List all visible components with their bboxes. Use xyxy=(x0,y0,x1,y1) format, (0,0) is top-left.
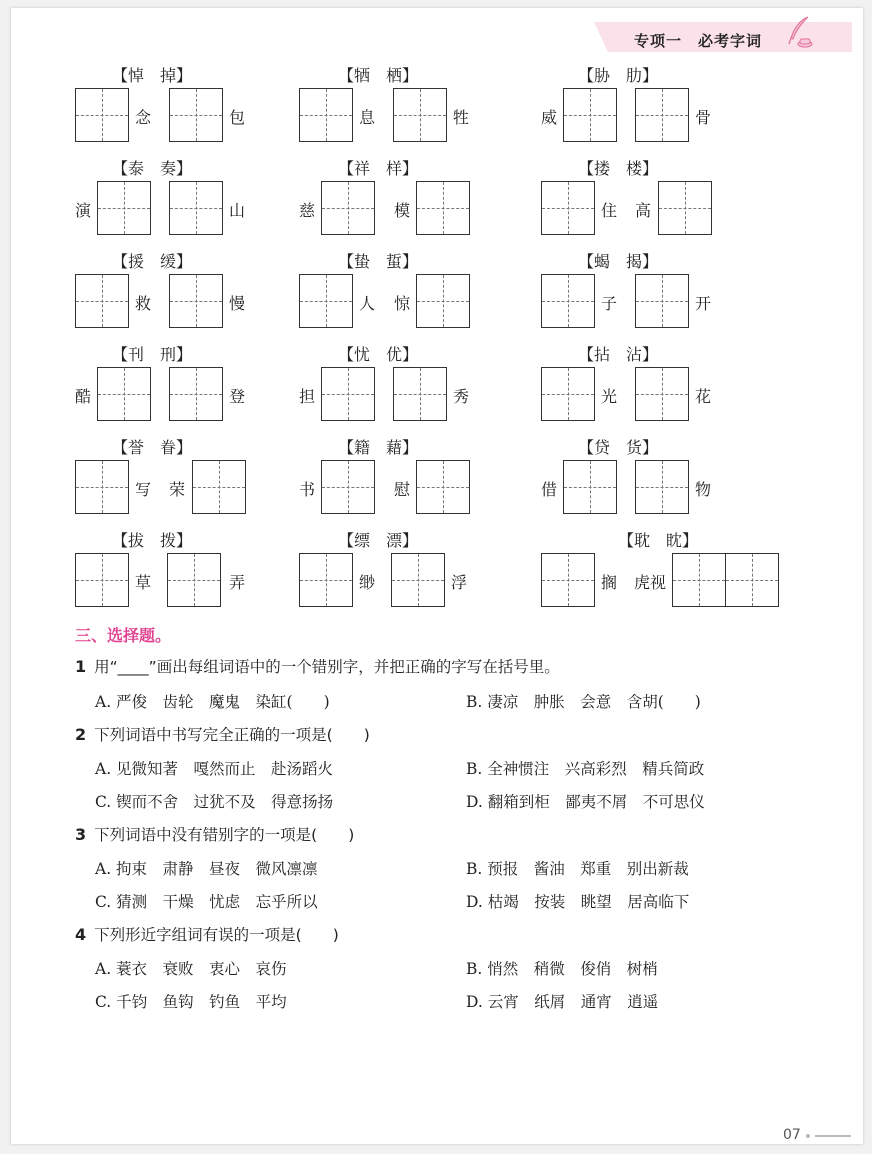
writing-box[interactable] xyxy=(393,88,447,142)
writing-box[interactable] xyxy=(321,367,375,421)
option[interactable]: D. 枯竭 按装 眺望 居高临下 xyxy=(466,893,690,911)
section-title: 三、选择题。 xyxy=(75,626,172,645)
writing-box[interactable] xyxy=(169,367,223,421)
char: 威 xyxy=(541,108,558,127)
char: 演 xyxy=(75,201,92,220)
writing-box[interactable] xyxy=(541,274,595,328)
writing-box[interactable] xyxy=(169,181,223,235)
footer-dot xyxy=(806,1134,810,1138)
char: 登 xyxy=(229,387,246,406)
writing-box[interactable] xyxy=(75,460,129,514)
pair-label: 【缥 漂】 xyxy=(338,531,419,550)
option[interactable]: C. 千钧 鱼钩 钓鱼 平均 xyxy=(95,993,287,1011)
writing-box[interactable] xyxy=(75,553,129,607)
char: 山 xyxy=(229,201,246,220)
writing-box[interactable] xyxy=(97,181,151,235)
option[interactable]: D. 翻箱到柜 鄙夷不屑 不可思仪 xyxy=(466,793,705,811)
char: 息 xyxy=(359,108,376,127)
writing-box[interactable] xyxy=(97,367,151,421)
writing-box[interactable] xyxy=(75,274,129,328)
question-3 xyxy=(75,823,354,845)
writing-box[interactable] xyxy=(299,88,353,142)
char: 救 xyxy=(135,294,152,313)
char: 搁 xyxy=(601,573,618,592)
char: 开 xyxy=(695,294,712,313)
writing-box[interactable] xyxy=(416,181,470,235)
char: 物 xyxy=(695,480,712,499)
char: 慢 xyxy=(229,294,246,313)
question-1 xyxy=(75,655,560,677)
pair-label: 【蛰 蜇】 xyxy=(338,252,419,271)
question-text: 下列形近字组词有误的一项是( ) xyxy=(94,926,339,944)
writing-box[interactable] xyxy=(299,274,353,328)
char: 秀 xyxy=(453,387,470,406)
pair-label: 【刊 刑】 xyxy=(112,345,193,364)
writing-box[interactable] xyxy=(563,460,617,514)
writing-box[interactable] xyxy=(393,367,447,421)
option[interactable]: B. 预报 酱油 郑重 别出新裁 xyxy=(466,860,689,878)
pair-label: 【祥 样】 xyxy=(338,159,419,178)
char: 草 xyxy=(135,573,152,592)
char: 荣 xyxy=(169,480,186,499)
writing-box[interactable] xyxy=(75,88,129,142)
pair-label: 【牺 栖】 xyxy=(338,66,419,85)
pair-label: 【拈 沾】 xyxy=(578,345,659,364)
writing-box[interactable] xyxy=(635,274,689,328)
char: 担 xyxy=(299,387,316,406)
question-number: 3 xyxy=(75,825,87,844)
writing-box[interactable] xyxy=(541,553,595,607)
writing-box[interactable] xyxy=(563,88,617,142)
writing-box[interactable] xyxy=(672,553,726,607)
option[interactable]: B. 悄然 稍微 俊俏 树梢 xyxy=(466,960,658,978)
writing-box[interactable] xyxy=(658,181,712,235)
pair-label: 【拔 拨】 xyxy=(112,531,193,550)
writing-box[interactable] xyxy=(169,274,223,328)
writing-box[interactable] xyxy=(299,553,353,607)
writing-box[interactable] xyxy=(169,88,223,142)
char: 慰 xyxy=(394,480,411,499)
option[interactable]: C. 锲而不舍 过犹不及 得意扬扬 xyxy=(95,793,334,811)
writing-box[interactable] xyxy=(321,460,375,514)
char: 牲 xyxy=(453,108,470,127)
pair-label: 【誉 眷】 xyxy=(112,438,193,457)
question-number: 2 xyxy=(75,725,87,744)
option[interactable]: B. 全神惯注 兴高彩烈 精兵简政 xyxy=(466,760,705,778)
char: 高 xyxy=(635,201,652,220)
char: 写 xyxy=(135,480,152,499)
char: 模 xyxy=(394,201,411,220)
writing-box[interactable] xyxy=(192,460,246,514)
char: 子 xyxy=(601,294,618,313)
char: 虎视 xyxy=(634,573,667,592)
question-text: 下列词语中没有错别字的一项是( ) xyxy=(94,826,355,844)
char: 骨 xyxy=(695,108,712,127)
writing-box[interactable] xyxy=(416,460,470,514)
char: 念 xyxy=(135,108,152,127)
writing-box[interactable] xyxy=(635,460,689,514)
char: 书 xyxy=(299,480,316,499)
question-text: 用“____”画出每组词语中的一个错别字，并把正确的字写在括号里。 xyxy=(94,658,560,676)
writing-box[interactable] xyxy=(416,274,470,328)
question-number: 1 xyxy=(75,657,87,676)
footer-rule xyxy=(815,1135,851,1137)
writing-box[interactable] xyxy=(635,88,689,142)
char: 惊 xyxy=(394,294,411,313)
pair-label: 【悼 掉】 xyxy=(112,66,193,85)
char: 慈 xyxy=(299,201,316,220)
question-text: 下列词语中书写完全正确的一项是( ) xyxy=(94,726,370,744)
question-number: 4 xyxy=(75,925,87,944)
option[interactable]: C. 猜测 干燥 忧虑 忘乎所以 xyxy=(95,893,318,911)
writing-box[interactable] xyxy=(391,553,445,607)
char: 浮 xyxy=(451,573,468,592)
pair-label: 【籍 藉】 xyxy=(338,438,419,457)
option[interactable]: A. 蓑衣 衰败 衷心 哀伤 xyxy=(95,960,287,978)
option[interactable]: A. 见微知著 嘎然而止 赴汤蹈火 xyxy=(95,760,334,778)
char: 花 xyxy=(695,387,712,406)
question-2 xyxy=(75,723,370,745)
writing-box[interactable] xyxy=(541,181,595,235)
pair-label: 【耽 眈】 xyxy=(618,531,699,550)
writing-box[interactable] xyxy=(167,553,221,607)
pair-label: 【忧 优】 xyxy=(338,345,419,364)
pair-label: 【援 缓】 xyxy=(112,252,193,271)
writing-box[interactable] xyxy=(725,553,779,607)
header-title: 专项一 必考字词 xyxy=(634,32,763,50)
writing-box[interactable] xyxy=(321,181,375,235)
char: 酷 xyxy=(75,387,92,406)
char: 光 xyxy=(601,387,618,406)
pair-label: 【蝎 揭】 xyxy=(578,252,659,271)
option[interactable]: B. 凄凉 肿胀 会意 含胡( ) xyxy=(466,693,701,711)
writing-box[interactable] xyxy=(541,367,595,421)
option[interactable]: A. 拘束 肃静 昼夜 微风凛凛 xyxy=(95,860,318,878)
option[interactable]: A. 严俊 齿轮 魔鬼 染缸( ) xyxy=(95,693,330,711)
pair-label: 【胁 肋】 xyxy=(578,66,659,85)
char: 弄 xyxy=(229,573,246,592)
question-4 xyxy=(75,923,339,945)
writing-box[interactable] xyxy=(635,367,689,421)
char: 缈 xyxy=(359,573,376,592)
page-number: 07 xyxy=(783,1127,801,1143)
pair-label: 【搂 楼】 xyxy=(578,159,659,178)
pair-label: 【贷 货】 xyxy=(578,438,659,457)
pair-label: 【泰 奏】 xyxy=(112,159,193,178)
option[interactable]: D. 云宵 纸屑 通宵 逍遥 xyxy=(466,993,659,1011)
char: 人 xyxy=(359,294,376,313)
char: 借 xyxy=(541,480,558,499)
char: 住 xyxy=(601,201,618,220)
char: 包 xyxy=(229,108,246,127)
